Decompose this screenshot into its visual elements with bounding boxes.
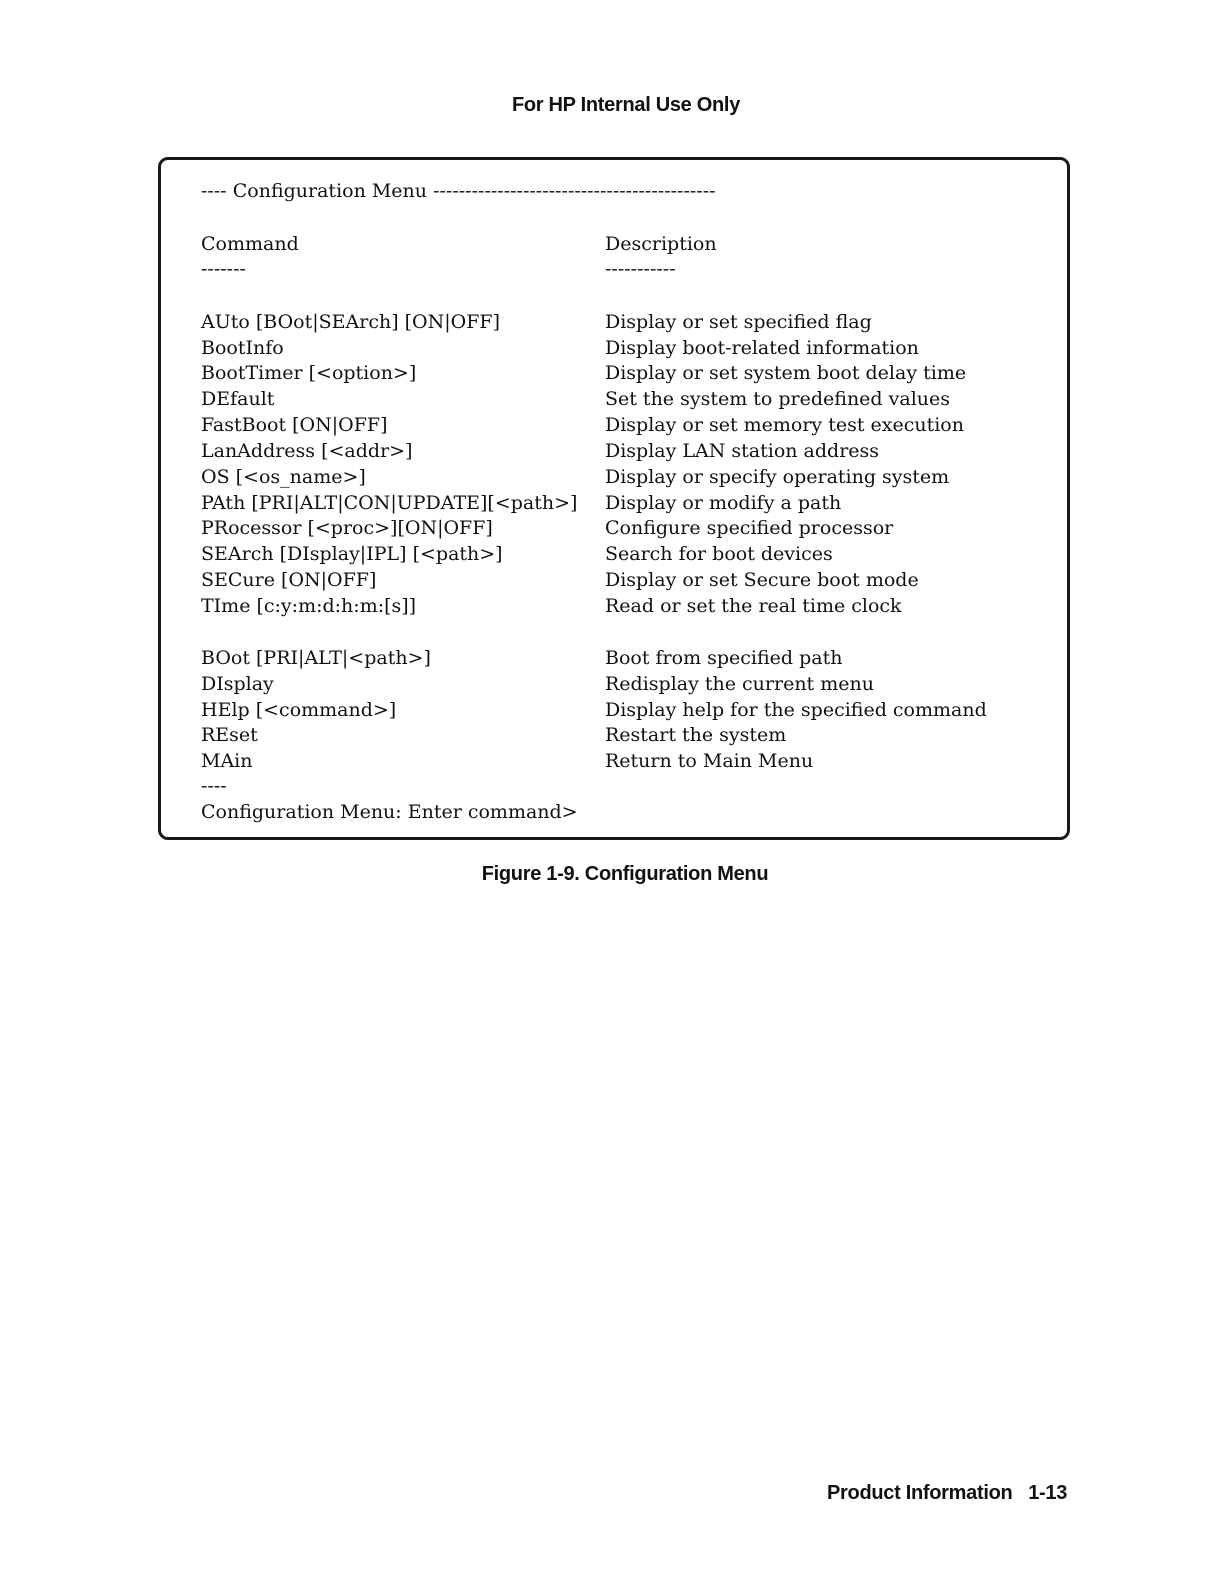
column-header-description: Description: [605, 233, 717, 255]
description-row-main: Return to Main Menu: [605, 750, 814, 772]
command-row-help: HElp [<command>]: [201, 699, 397, 721]
description-row-time: Read or set the real time clock: [605, 595, 902, 617]
description-row-auto: Display or set specified flag: [605, 311, 872, 333]
command-row-boot: BOot [PRI|ALT|<path>]: [201, 647, 431, 669]
menu-title-line: [201, 180, 716, 202]
description-row-help: Display help for the specified command: [605, 699, 987, 721]
column-rule-description: -----------: [605, 258, 676, 280]
description-row-secure: Display or set Secure boot mode: [605, 569, 919, 591]
command-row-secure: SECure [ON|OFF]: [201, 569, 377, 591]
command-row-auto: AUto [BOot|SEArch] [ON|OFF]: [201, 311, 501, 333]
description-row-display: Redisplay the current menu: [605, 673, 874, 695]
command-row-path: PAth [PRI|ALT|CON|UPDATE][<path>]: [201, 492, 578, 514]
command-row-boottimer: BootTimer [<option>]: [201, 362, 417, 384]
description-row-boot: Boot from specified path: [605, 647, 843, 669]
command-row-os: OS [<os_name>]: [201, 466, 366, 488]
description-row-search: Search for boot devices: [605, 543, 833, 565]
figure-caption: Figure 1-9. Configuration Menu: [481, 863, 769, 885]
menu-title-prefix: ----: [201, 180, 227, 202]
description-row-fastboot: Display or set memory test execution: [605, 414, 964, 436]
command-row-display: DIsplay: [201, 673, 274, 695]
description-row-os: Display or specify operating system: [605, 466, 950, 488]
description-row-lanaddress: Display LAN station address: [605, 440, 880, 462]
command-row-lanaddress: LanAddress [<addr>]: [201, 440, 413, 462]
command-row-time: TIme [c:y:m:d:h:m:[s]]: [201, 595, 417, 617]
footer-page-number: 1-13: [1028, 1482, 1068, 1504]
description-row-bootinfo: Display boot-related information: [605, 337, 919, 359]
description-row-boottimer: Display or set system boot delay time: [605, 362, 967, 384]
command-row-fastboot: FastBoot [ON|OFF]: [201, 414, 388, 436]
page-footer: [827, 1482, 1067, 1505]
command-prompt[interactable]: Configuration Menu: Enter command>: [201, 801, 578, 823]
command-row-processor: PRocessor [<proc>][ON|OFF]: [201, 517, 493, 539]
page-header: For HP Internal Use Only: [511, 94, 741, 116]
column-header-command: Command: [201, 233, 299, 255]
end-rule: ----: [201, 775, 227, 797]
command-row-bootinfo: BootInfo: [201, 337, 284, 359]
command-row-reset: REset: [201, 724, 258, 746]
command-row-search: SEArch [DIsplay|IPL] [<path>]: [201, 543, 503, 565]
description-row-path: Display or modify a path: [605, 492, 842, 514]
menu-title: Configuration Menu: [232, 180, 428, 202]
command-row-main: MAin: [201, 750, 253, 772]
footer-section: Product Information: [827, 1482, 1013, 1504]
command-row-default: DEfault: [201, 388, 275, 410]
column-rule-command: -------: [201, 258, 246, 280]
description-row-default: Set the system to predefined values: [605, 388, 950, 410]
description-row-reset: Restart the system: [605, 724, 787, 746]
description-row-processor: Configure specified processor: [605, 517, 894, 539]
menu-title-suffix: --------------------------------------------: [433, 180, 716, 202]
